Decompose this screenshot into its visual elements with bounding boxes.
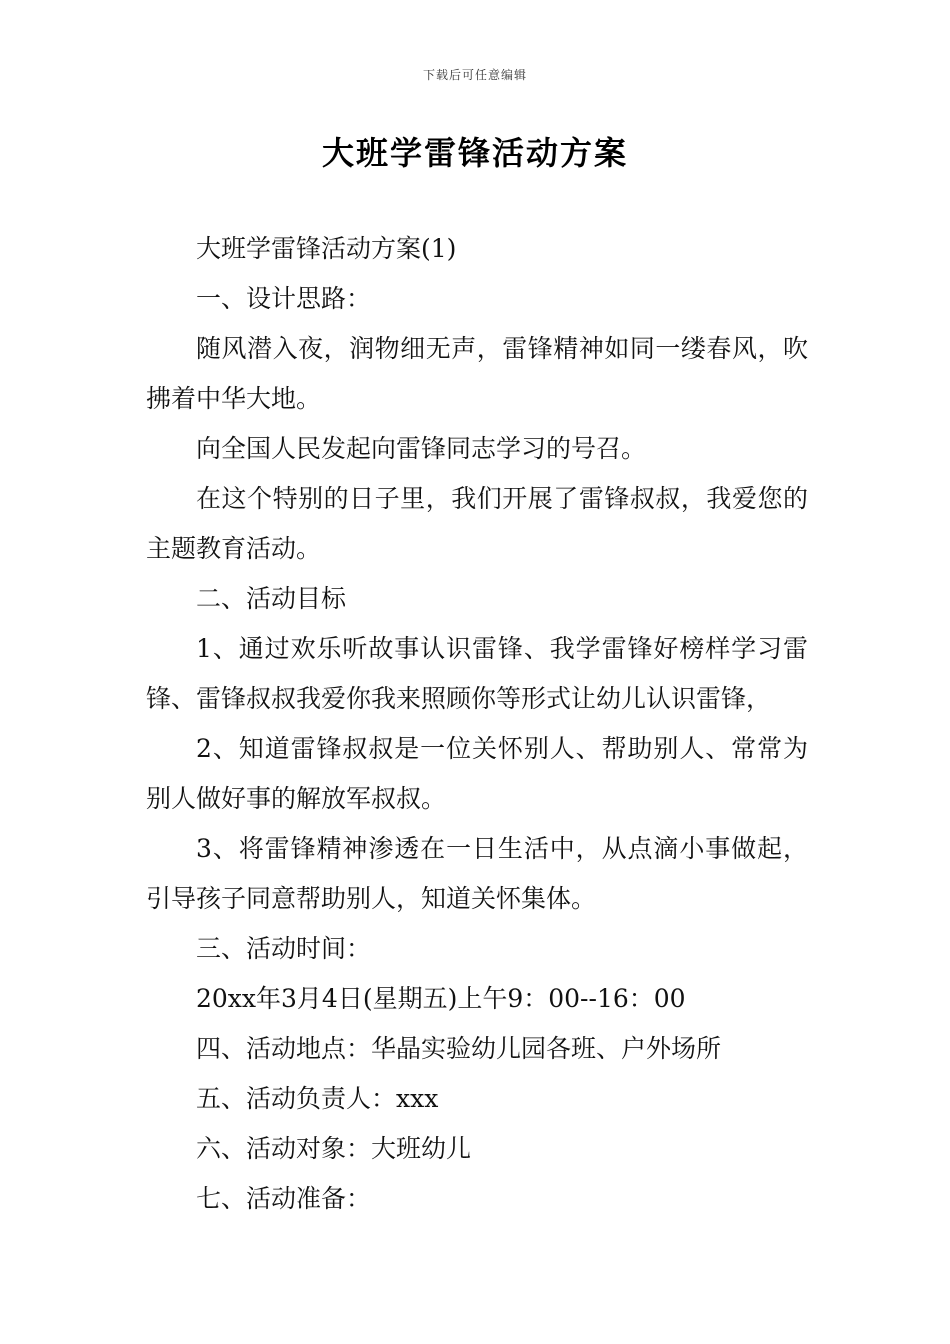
goal-item: 1、通过欢乐听故事认识雷锋、我学雷锋好榜样学习雷锋、雷锋叔叔我爱你我来照顾你等形式让幼儿认识雷锋， bbox=[146, 634, 808, 713]
download-note: 下载后可任意编辑 bbox=[422, 68, 527, 82]
body-paragraph: 在这个特别的日子里，我们开展了雷锋叔叔，我爱您的主题教育活动。 bbox=[146, 484, 808, 563]
activity-lead: 五、活动负责人：xxx bbox=[196, 1084, 439, 1113]
subtitle-paragraph: 大班学雷锋活动方案(1) bbox=[196, 234, 457, 263]
goal-item: 3、将雷锋精神渗透在一日生活中，从点滴小事做起，引导孩子同意帮助别人，知道关怀集体。 bbox=[146, 834, 808, 913]
body-paragraph: 随风潜入夜，润物细无声，雷锋精神如同一缕春风，吹拂着中华大地。 bbox=[146, 334, 808, 413]
section-heading-goals: 二、活动目标 bbox=[196, 584, 347, 613]
section-heading-design: 一、设计思路： bbox=[196, 284, 372, 313]
document-title: 大班学雷锋活动方案 bbox=[321, 134, 628, 172]
activity-location: 四、活动地点：华晶实验幼儿园各班、户外场所 bbox=[196, 1034, 722, 1063]
document-body bbox=[146, 224, 808, 1224]
body-paragraph: 向全国人民发起向雷锋同志学习的号召。 bbox=[196, 434, 647, 463]
goal-item: 2、知道雷锋叔叔是一位关怀别人、帮助别人、常常为别人做好事的解放军叔叔。 bbox=[146, 734, 808, 813]
activity-audience: 六、活动对象：大班幼儿 bbox=[196, 1134, 472, 1163]
section-heading-time: 三、活动时间： bbox=[196, 934, 372, 963]
activity-time: 20xx年3月4日(星期五)上午9：00--16：00 bbox=[196, 984, 686, 1013]
section-heading-preparation: 七、活动准备： bbox=[196, 1184, 372, 1213]
